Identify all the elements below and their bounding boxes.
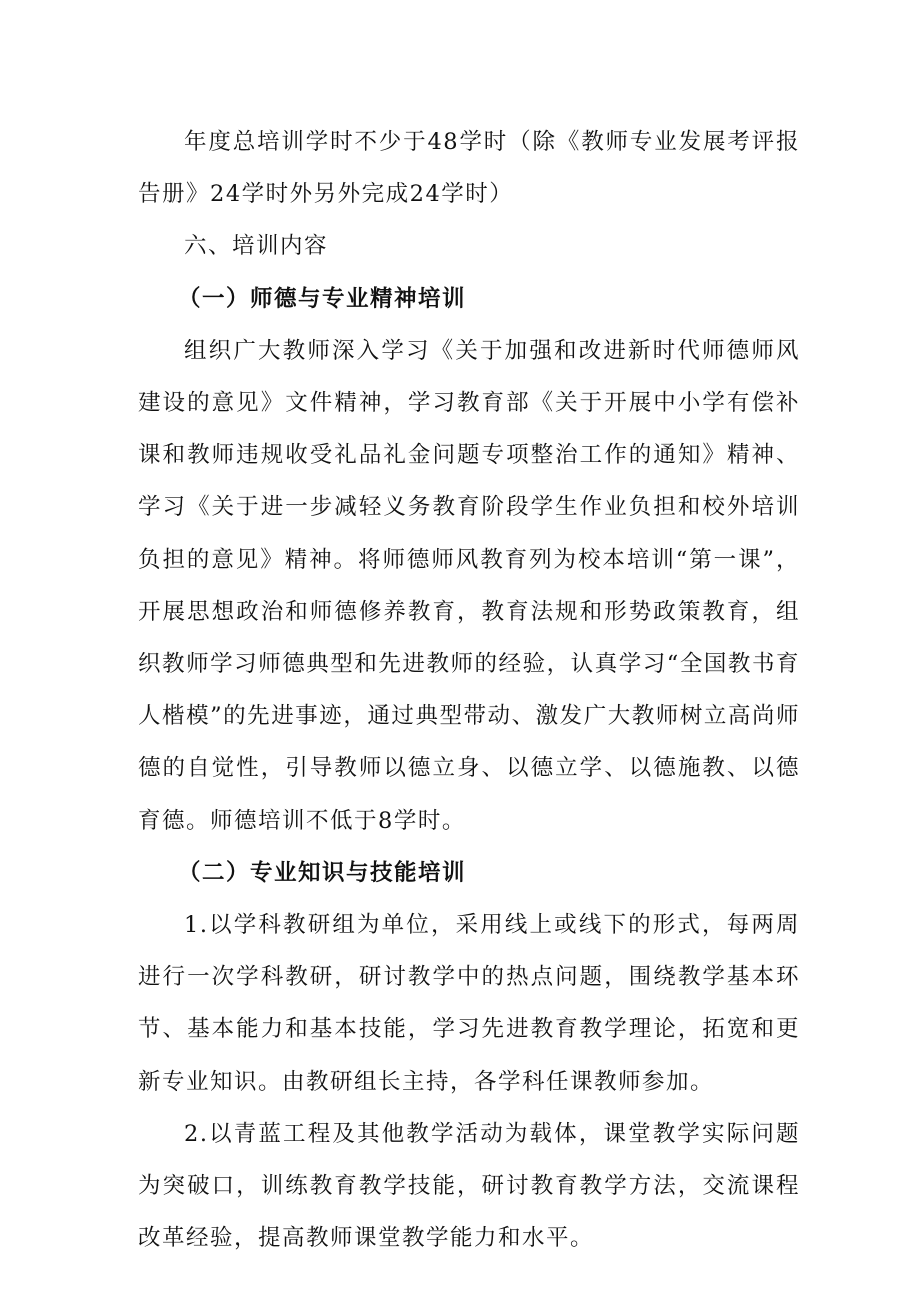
skills-item-1-paragraph: 1.以学科教研组为单位，采用线上或线下的形式，每两周进行一次学科教研，研讨教学中的热点问题，围绕教学基本环节、基本能力和基本技能，学习先进教育教学理论，拓宽和更新专业知识。由教研组长主持，各学科任课教师参加。 xyxy=(138,912,800,1095)
training-hours-paragraph: 年度总培训学时不少于48学时（除《教师专业发展考评报告册》24学时外另外完成24学时） xyxy=(138,129,800,208)
ethics-training-paragraph: 组织广大教师深入学习《关于加强和改进新时代师德师风建设的意见》文件精神，学习教育部《关于开展中小学有偿补课和教师违规收受礼品礼金问题专项整治工作的通知》精神、学习《关于进一步减轻义务教育阶段学生作业负担和校外培训负担的意见》精神。将师德师风教育列为校本培训“第一课”，开展思想政治和师德修养教育，教育法规和形势政策教育，组织教师学习师德典型和先进教师的经验，认真学习“全国教书育人楷模”的先进事迹，通过典型带动、激发广大教师树立高尚师德的自觉性，引导教师以德立身、以德立学、以德施教、以德育德。师德培训不低于8学时。 xyxy=(138,337,800,834)
subheading-skills-training: （二）专业知识与技能培训 xyxy=(178,859,467,886)
skills-item-2-paragraph: 2.以青蓝工程及其他教学活动为载体，课堂教学实际问题为突破口，训练教育教学技能，研讨教育教学方法，交流课程改革经验，提高教师课堂教学能力和水平。 xyxy=(138,1120,800,1252)
subheading-ethics-training: （一）师德与专业精神培训 xyxy=(178,285,467,312)
section-heading-training-content: 六、培训内容 xyxy=(184,233,329,260)
